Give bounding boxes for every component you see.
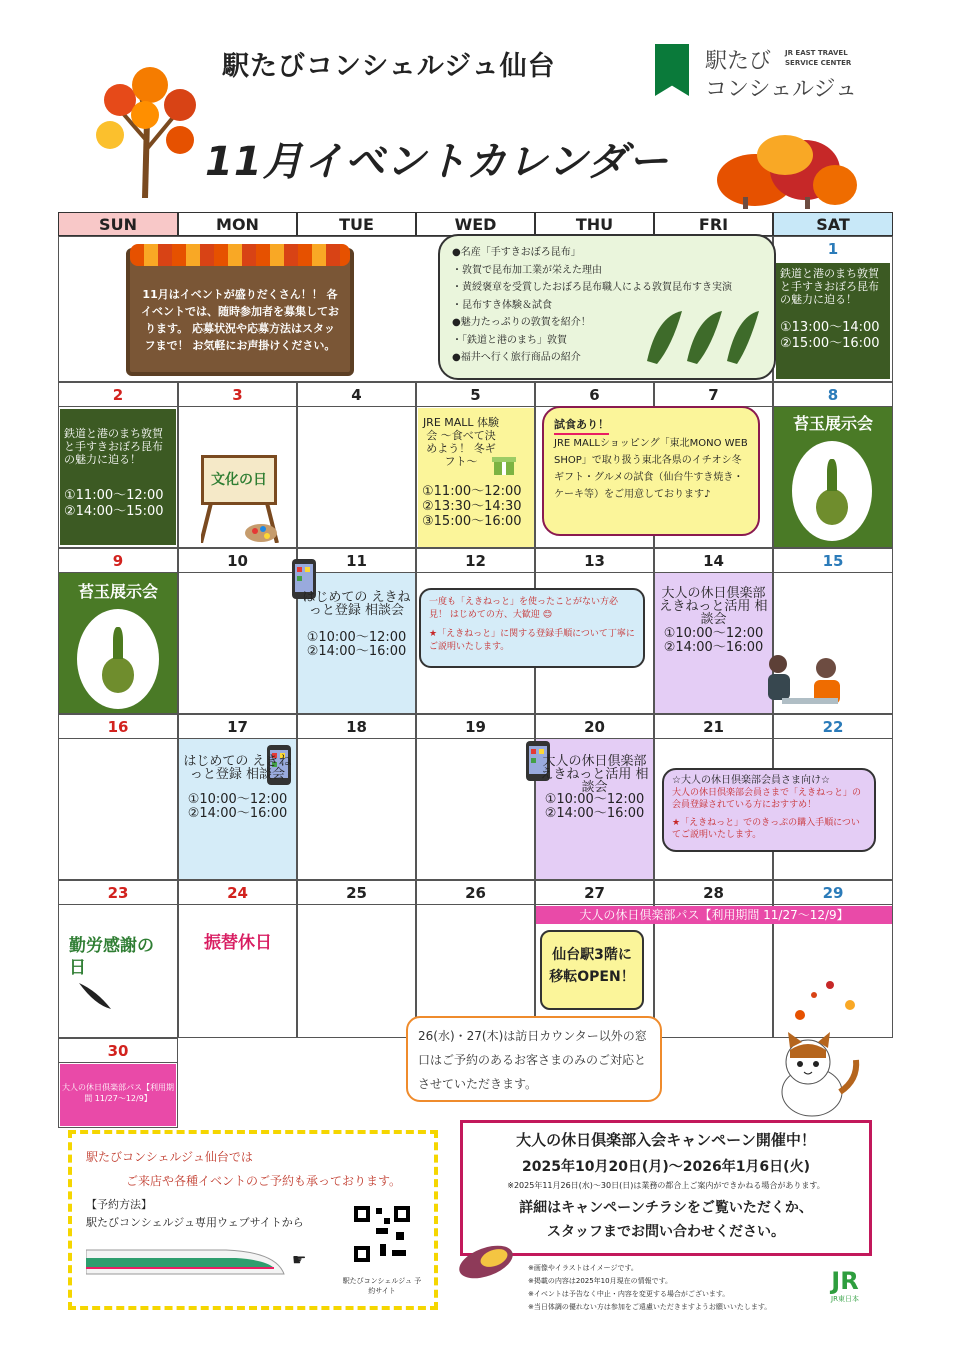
event-title: 鉄道と港のまち敦賀と手すきおぼろ昆布の魅力に迫る！ <box>64 427 163 466</box>
day-number: 1 <box>827 240 839 258</box>
kinro-kansha: 勤労感謝の日 <box>69 936 154 978</box>
intro-sign-text: 11月はイベントが盛りだくさん！！ 各イベントでは、随時参加者を募集しております。 応募状況や応募方法はスタッフまで！ お気軽にお声掛けください。 <box>141 288 339 352</box>
day-number: 3 <box>179 383 296 407</box>
autumn-tree-icon <box>80 60 210 200</box>
event-title: 大人の休日倶楽部 えきねっと活用 相談会 <box>659 586 768 627</box>
furikae-kyujitsu: 振替休日 <box>204 933 272 953</box>
kokedama-plant-icon <box>77 609 159 709</box>
intro-line: ・敦賀で昆布加工業が栄えた理由 <box>452 264 602 276</box>
event-time-2: ②14:00～16:00 <box>544 806 645 821</box>
kokedama-plant-icon <box>792 441 872 541</box>
intro-line: ・黄綬褒章を受賞したおぼろ昆布職人による敦賀昆布すき実演 <box>452 282 732 293</box>
day-cell-23[interactable] <box>58 880 178 1038</box>
easel-icon <box>201 503 281 543</box>
day-number: 12 <box>417 549 534 573</box>
event-time-3: ③15:00～16:00 <box>422 514 522 529</box>
day-number: 20 <box>536 715 653 739</box>
kokedama-title: 苔玉展示会 <box>77 582 158 601</box>
day-cell-11[interactable] <box>297 548 416 714</box>
reservation-line1: 駅たびコンシェルジュ仙台では <box>86 1150 253 1164</box>
day-number: 8 <box>774 383 892 407</box>
day-cell-1[interactable] <box>773 236 893 382</box>
day-number: 26 <box>417 881 534 905</box>
brush-icon <box>77 981 113 1011</box>
day-cell-18[interactable] <box>297 714 416 880</box>
day-number: 25 <box>298 881 415 905</box>
campaign-note: ※2025年11月26日(水)～30日(日)は業務の都合上ご案内ができかねる場合があります。 <box>507 1181 825 1190</box>
day-number: 10 <box>179 549 296 573</box>
jre-mall-bubble <box>542 406 760 536</box>
day-number: 15 <box>774 549 892 573</box>
header-fri: FRI <box>654 212 773 236</box>
event-time-1: ①11:00～12:00 <box>64 488 164 503</box>
footnote: ※画像やイラストはイメージです。 <box>528 1264 638 1272</box>
day-number: 14 <box>655 549 772 573</box>
day-cell-10[interactable] <box>178 548 297 714</box>
day-cell-24[interactable] <box>178 880 297 1038</box>
day-cell-16[interactable] <box>58 714 178 880</box>
campaign-period: 2025年10月20日(月)～2026年1月6日(火) <box>522 1159 810 1175</box>
day-number: 17 <box>179 715 296 739</box>
day-number: 30 <box>59 1039 177 1063</box>
intro-line: ●魅力たっぷりの敦賀を紹介！ <box>452 317 591 328</box>
day-number: 2 <box>59 383 177 407</box>
sendai-move-notice: 仙台駅3階に 移転OPEN！ <box>540 930 644 1010</box>
bubble-body: JRE MALLショッピング「東北MONO WEB SHOP」で取り扱う東北各県のイチオシ冬ギフト・グルメの試食（仙台牛すき焼き・ケーキ等）をご用意しております♪ <box>554 438 748 500</box>
ekinet-bubble <box>419 588 645 668</box>
header-sat: SAT <box>773 212 893 236</box>
day-number: 4 <box>298 383 415 407</box>
bunka-no-hi: 文化の日 <box>201 455 277 505</box>
event-tsuruga-sun2 <box>60 409 176 545</box>
qr-caption: 駅たびコンシェルジュ 予約サイト <box>342 1277 422 1295</box>
intro-sign <box>126 248 354 376</box>
day-cell-26[interactable] <box>416 880 535 1038</box>
event-tsuruga-sat1 <box>776 263 890 379</box>
brand-logo <box>655 44 875 104</box>
event-title: JRE MALL 体験会 ～食べて決めよう！ 冬ギフト～ <box>422 416 500 468</box>
day-number: 21 <box>655 715 772 739</box>
event-jre-mall <box>418 408 534 547</box>
otona-pass-bar: 大人の休日倶楽部パス【利用期間 11/27～12/9】 <box>536 906 892 924</box>
consultation-people-icon <box>762 650 846 712</box>
event-time-1: ①13:00～14:00 <box>780 320 880 335</box>
day-cell-3[interactable] <box>178 382 297 548</box>
header-wed: WED <box>416 212 535 236</box>
campaign-panel <box>460 1120 872 1256</box>
reservation-panel <box>68 1130 438 1310</box>
page-subtitle: 駅たびコンシェルジュ仙台 <box>222 51 556 82</box>
jr-mark-icon: JR <box>831 1267 859 1295</box>
event-time-1: ①10:00～12:00 <box>544 792 645 807</box>
falling-leaves-icon <box>790 975 870 1035</box>
day-cell-17[interactable] <box>178 714 297 880</box>
event-title: 大人の休日倶楽部 えきねっと活用 相談会 <box>540 754 649 795</box>
bubble-head: 試食あり！ <box>554 416 609 435</box>
gift-icon <box>492 452 516 476</box>
day-number: 7 <box>655 383 772 407</box>
reservation-line2: ご来店や各種イベントのご予約も承っております。 <box>126 1174 402 1188</box>
bubble-line1: 大人の休日倶楽部会員さまで「えきねっと」の会員登録されている方におすすめ！ <box>672 788 862 810</box>
bubble-line2: ★「えきねっと」でのきっぷの購入手順についてご説明いたします。 <box>672 818 860 840</box>
day-cell-9[interactable] <box>58 548 178 714</box>
event-time-1: ①11:00～12:00 <box>422 484 522 499</box>
footnote: ※当日体調の優れない方は参加をご遠慮いただきますようお願いいたします。 <box>528 1303 772 1311</box>
header-mon: MON <box>178 212 297 236</box>
campaign-body1: 詳細はキャンペーンチラシをご覧いただくか、 <box>519 1200 813 1216</box>
day-number: 24 <box>179 881 296 905</box>
bubble-head: ☆大人の休日倶楽部会員さま向け☆ <box>672 775 830 786</box>
day-cell-19[interactable] <box>416 714 535 880</box>
day-number: 6 <box>536 383 653 407</box>
day-number: 5 <box>417 383 534 407</box>
day-number: 27 <box>536 881 653 905</box>
day-number: 19 <box>417 715 534 739</box>
day-cell-20[interactable] <box>535 714 654 880</box>
bubble-line1: 一度も「えきねっと」を使ったことがない方必見！ はじめての方、大歓迎 😊 <box>429 597 619 620</box>
event-time-2: ②15:00～16:00 <box>780 336 880 351</box>
brand-en: JR EAST TRAVEL SERVICE CENTER <box>785 49 852 67</box>
event-time-2: ②14:00～15:00 <box>64 504 164 519</box>
event-time-2: ②14:00～16:00 <box>187 806 288 821</box>
day-number: 22 <box>774 715 892 739</box>
day-number: 9 <box>59 549 177 573</box>
kombu-icon <box>637 306 762 366</box>
footnotes <box>528 1262 818 1314</box>
intro-line: ・昆布すき体験＆試食 <box>452 299 552 311</box>
footnote: ※掲載の内容は2025年10月現在の情報です。 <box>528 1277 673 1285</box>
day-cell-2[interactable] <box>58 382 178 548</box>
day-number: 13 <box>536 549 653 573</box>
event-time-2: ②14:00～16:00 <box>306 644 407 659</box>
campaign-title: 大人の休日倶楽部入会キャンペーン開催中！ <box>516 1131 816 1149</box>
intro-bubble <box>438 234 776 380</box>
intro-line: ・「鉄道と港のまち」敦賀 <box>452 334 567 346</box>
day-cell-8[interactable] <box>773 382 893 548</box>
event-time-2: ②13:30～14:30 <box>422 499 522 514</box>
header-thu: THU <box>535 212 654 236</box>
bubble-line2: ★「えきねっと」に関する登録手順について丁寧にご説明いたします。 <box>429 629 635 652</box>
jr-logo-text: JR東日本 <box>831 1295 859 1303</box>
day-number: 29 <box>774 881 892 905</box>
event-time-1: ①10:00～12:00 <box>663 626 764 641</box>
autumn-bushes-icon <box>715 125 860 210</box>
day-cell-30[interactable] <box>58 1038 178 1128</box>
day-number: 23 <box>59 881 177 905</box>
day-cell-4[interactable] <box>297 382 416 548</box>
otona-pass-30: 大人の休日倶楽部パス【利用期間 11/27～12/9】 <box>60 1064 176 1126</box>
intro-line: ●福井へ行く旅行商品の紹介 <box>452 352 581 363</box>
leaves-decoration-icon <box>130 244 350 266</box>
shinkansen-icon <box>86 1242 286 1282</box>
brand-mark-icon <box>655 44 689 96</box>
reservation-method-head: 【予約方法】 <box>86 1198 152 1211</box>
event-time-2: ②14:00～16:00 <box>663 640 764 655</box>
day-number: 18 <box>298 715 415 739</box>
event-title: はじめての えきねっと登録 相談会 <box>183 754 292 782</box>
event-title: はじめての えきねっと登録 相談会 <box>302 590 411 618</box>
page-title: 11月イベントカレンダー <box>205 139 669 185</box>
day-number: 11 <box>298 549 415 573</box>
kokedama-title: 苔玉展示会 <box>792 414 873 433</box>
sweet-potato-icon <box>454 1236 520 1286</box>
otona-bubble <box>662 768 876 852</box>
campaign-body2: スタッフまでお問い合わせください。 <box>547 1224 785 1240</box>
pointing-hand-icon: ☛ <box>292 1250 307 1269</box>
cat-icon <box>768 1030 864 1120</box>
closure-notice: 26(水)・27(木)は訪日カウンター以外の窓口はご予約のあるお客さまのみのご対応とさせていただきます。 <box>406 1016 662 1102</box>
day-cell-25[interactable] <box>297 880 416 1038</box>
header-sun: SUN <box>58 212 178 236</box>
day-cell-5[interactable] <box>416 382 535 548</box>
reservation-method-body: 駅たびコンシェルジュ専用ウェブサイトから <box>86 1216 304 1229</box>
event-time-1: ①10:00～12:00 <box>306 630 407 645</box>
event-title: 鉄道と港のまち敦賀と手すきおぼろ昆布の魅力に迫る！ <box>780 267 879 306</box>
qr-code-icon[interactable] <box>352 1204 412 1264</box>
header-tue: TUE <box>297 212 416 236</box>
brand-line2: コンシェルジュ <box>705 77 858 102</box>
brand-line1: 駅たび <box>705 49 772 74</box>
intro-line: ●名産「手すきおぼろ昆布」 <box>452 247 581 258</box>
day-cell-14[interactable] <box>654 548 773 714</box>
day-cell-28[interactable] <box>654 880 773 1038</box>
footnote: ※イベントは予告なく中止・内容を変更する場合がございます。 <box>528 1290 730 1298</box>
event-time-1: ①10:00～12:00 <box>187 792 288 807</box>
jr-logo <box>818 1268 872 1310</box>
day-number: 28 <box>655 881 772 905</box>
day-number: 16 <box>59 715 177 739</box>
